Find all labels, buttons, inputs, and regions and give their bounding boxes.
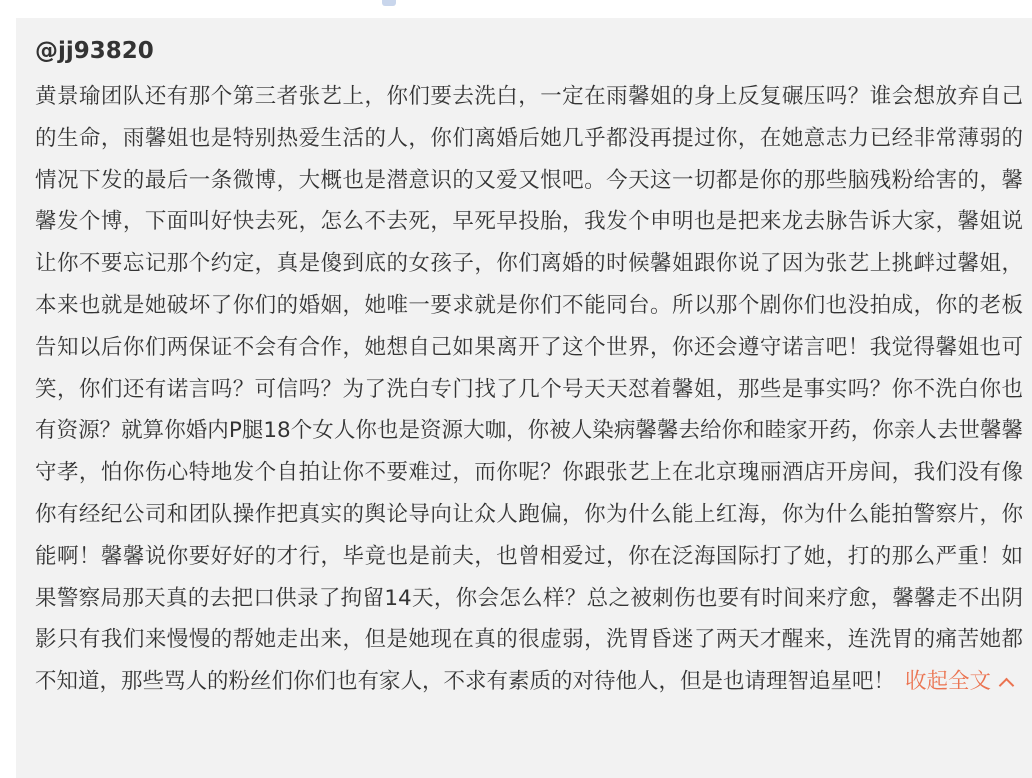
chevron-up-icon: [999, 678, 1015, 694]
post-body: [35, 76, 1023, 703]
collapse-full-text-link[interactable]: [905, 669, 1012, 694]
post-text: 黄景瑜团队还有那个第三者张艺上，你们要去洗白，一定在雨馨姐的身上反复碾压吗？谁会想放弃自己的生命，雨馨姐也是特别热爱生活的人，你们离婚后她几乎都没再提过你，在她意志力已经非常薄弱的情况下发的最后一条微博，大概也是潜意识的又爱又恨吧。今天这一切都是你的那些脑残粉给害的，馨馨发个博，下面叫好快去死，怎么不去死，早死早投胎，我发个申明也是把来龙去脉告诉大家，馨姐说让你不要忘记那个约定，真是傻到底的女孩子，你们离婚的时候馨姐跟你说了因为张艺上挑衅过馨姐，本来也就是她破坏了你们的婚姻，她唯一要求就是你们不能同台。所以那个剧你们也没拍成，你的老板告知以后你们两保证不会有合作，她想自己如果离开了这个世界，你还会遵守诺言吧！我觉得馨姐也可笑，你们还有诺言吗？可信吗？为了洗白专门找了几个号天天怼着馨姐，那些是事实吗？你不洗白你也有资源？就算你婚内P腿18个女人你也是资源大咖，你被人染病馨馨去给你和睦家开药，你亲人去世馨馨守孝，怕你伤心特地发个自拍让你不要难过，而你呢？你跟张艺上在北京瑰丽酒店开房间，我们没有像你有经纪公司和团队操作把真实的舆论导向让众人跑偏，你为什么能上红海，你为什么能拍警察片，你能啊！馨馨说你要好好的才行，毕竟也是前夫，也曾相爱过，你在泛海国际打了她，打的那么严重！如果警察局那天真的去把口供录了拘留14天，你会怎么样？总之被刺伤也要有时间来疗愈，馨馨走不出阴影只有我们来慢慢的帮她走出来，但是她现在真的很虚弱，洗胃昏迷了两天才醒来，连洗胃的痛苦她都不知道，那些骂人的粉丝们你们也有家人，不求有素质的对待他人，但是也请理智追星吧！: [35, 84, 1023, 695]
collapse-label: 收起全文: [905, 669, 992, 695]
top-strip: [0, 0, 1032, 18]
post-card: [16, 18, 1032, 778]
top-edge-mark: [382, 0, 396, 6]
author-handle[interactable]: @jj93820: [35, 38, 154, 64]
